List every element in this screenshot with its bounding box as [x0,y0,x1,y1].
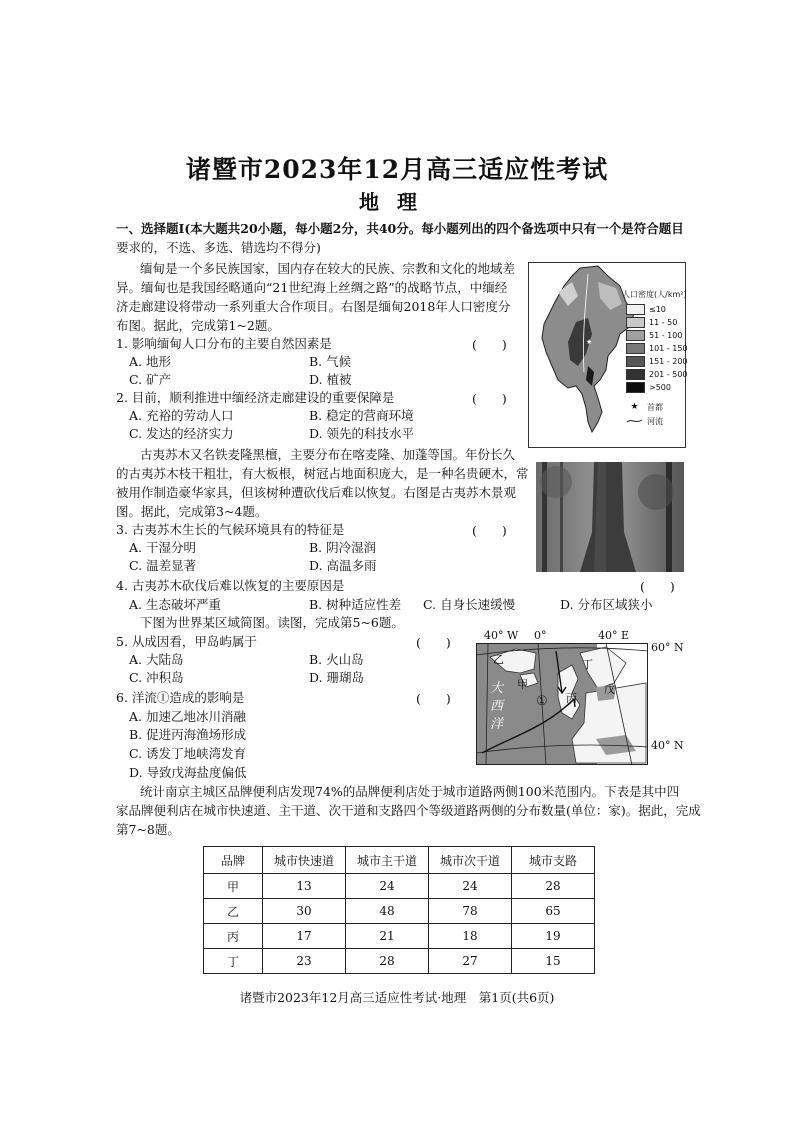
question-1-option-a[interactable]: A. 地形 [129,354,171,369]
table-cell: 21 [346,924,429,949]
question-6-option-b[interactable]: B. 促进丙海渔场形成 [129,727,247,742]
question-6-stem: 6. 洋流①造成的影响是 [116,690,245,705]
legend-item [626,355,688,368]
question-2-option-d[interactable]: D. 领先的科技水平 [309,426,415,441]
passage2-line2: 的古夷苏木枝干粗壮，有大板根，树冠占地面积庞大，是一种名贵硬木，常 [116,466,529,481]
question-6-option-c[interactable]: C. 诱发丁地峡湾发育 [129,746,247,761]
table-cell: 28 [512,874,595,899]
lat-label-60n: 60° N [651,641,684,654]
table-cell: 48 [346,899,429,924]
table-cell: 丙 [204,924,263,949]
table-cell: 65 [512,899,595,924]
table-cell: 78 [429,899,512,924]
table-header-cell: 品牌 [204,847,263,874]
legend-river-label: 河流 [647,416,663,426]
table-row [204,874,595,899]
question-4-option-c[interactable]: C. 自身长速缓慢 [423,597,516,612]
table-header-cell: 城市快速道 [263,847,346,874]
table-cell: 27 [429,949,512,974]
table-row [204,924,595,949]
question-1-stem: 1. 影响缅甸人口分布的主要自然因素是 [116,336,332,351]
table-cell: 24 [346,874,429,899]
question-5-option-a[interactable]: A. 大陆岛 [129,652,184,667]
question-6-option-a[interactable]: A. 加速乙地冰川消融 [129,709,246,724]
table-cell: 甲 [204,874,263,899]
legend-capital-label: 首都 [647,402,663,412]
question-1-answer-paren[interactable]: ( ) [472,337,507,352]
question-2-answer-paren[interactable]: ( ) [472,391,507,406]
question-1-option-d[interactable]: D. 植被 [309,372,352,387]
question-3-answer-paren[interactable]: ( ) [472,523,507,538]
map-label-yi: 乙 [493,653,504,666]
table-row [204,949,595,974]
map-label-ocean-2: 西 [490,699,504,714]
question-4-option-b[interactable]: B. 树种适应性差 [309,597,402,612]
table-cell: 23 [263,949,346,974]
question-1-option-c[interactable]: C. 矿产 [129,372,172,387]
question-5-option-c[interactable]: C. 冲积岛 [129,670,184,685]
question-2-option-b[interactable]: B. 稳定的营商环境 [309,408,414,423]
passage4-line1: 统计南京主城区品牌便利店发现74%的品牌便利店处于城市道路两侧100米范围内。下表是其中四 [140,784,680,799]
map-label-bing: 丙 [566,692,577,705]
question-5-option-b[interactable]: B. 火山岛 [309,652,364,667]
lon-label-40e: 40° E [598,629,630,642]
lon-label-40w: 40° W [484,629,519,642]
legend-item [626,329,688,342]
table-cell: 30 [263,899,346,924]
question-4-stem: 4. 古夷苏木砍伐后难以恢复的主要原因是 [116,578,345,593]
passage4-line3: 第7~8题。 [116,822,180,837]
legend-item [626,381,688,394]
population-legend [626,303,688,428]
passage1-line4: 布图。据此，完成第1~2题。 [116,318,280,333]
tree-landscape-photo [536,462,684,572]
passage2-line1: 古夷苏木又名铁麦隆黑檀，主要分布在喀麦隆、加蓬等国。年份长久 [140,447,516,462]
table-cell: 19 [512,924,595,949]
legend-swatch [626,369,645,380]
question-2-option-a[interactable]: A. 充裕的劳动人口 [129,408,234,423]
map-label-ocean-1: 大 [490,681,504,696]
passage1-line2: 异。缅甸也是我国经略通向“21世纪海上丝绸之路”的战略节点，中缅经 [116,280,508,295]
table-cell: 18 [429,924,512,949]
legend-label: >500 [649,383,671,392]
table-cell: 15 [512,949,595,974]
passage1-line3: 济走廊建设将带动一系列重大合作项目。右图是缅甸2018年人口密度分 [116,299,511,314]
map-label-wu: 戊 [604,683,615,696]
page-title: 诸暨市2023年12月高三适应性考试 [185,155,609,184]
table-cell: 17 [263,924,346,949]
section-heading-line2: 要求的，不选、多选、错选均不得分) [116,240,321,255]
question-3-option-c[interactable]: C. 温差显著 [129,558,197,573]
legend-swatch [626,356,645,367]
legend-label: 201 - 500 [649,370,688,379]
question-2-option-c[interactable]: C. 发达的经济实力 [129,426,234,441]
table-header-cell: 城市支路 [512,847,595,874]
passage3-line: 下图为世界某区域简图。读图，完成第5~6题。 [140,615,404,630]
legend-swatch [626,317,645,328]
star-icon: ★ [630,402,639,412]
table-cell: 13 [263,874,346,899]
legend-label: 151 - 200 [649,357,688,366]
table-cell: 24 [429,874,512,899]
question-3-option-a[interactable]: A. 干湿分明 [129,540,196,555]
question-5-stem: 5. 从成因看，甲岛屿属于 [116,634,257,649]
passage1-line1: 缅甸是一个多民族国家，国内存在较大的民族、宗教和文化的地域差 [140,261,516,276]
map-label-ocean-3: 洋 [490,717,504,732]
map-label-ding: 丁 [582,658,593,671]
question-5-option-d[interactable]: D. 珊瑚岛 [309,670,365,685]
legend-label: 11 - 50 [649,318,678,327]
table-cell: 28 [346,949,429,974]
question-3-stem: 3. 古夷苏木生长的气候环境具有的特征是 [116,522,345,537]
legend-swatch [626,330,645,341]
passage2-line4: 图。据此，完成第3~4题。 [116,504,268,519]
table-header-cell: 城市主干道 [346,847,429,874]
table-cell: 丁 [204,949,263,974]
question-6-answer-paren[interactable]: ( ) [416,691,451,706]
legend-item [626,303,688,316]
map-label-jia: 甲 [517,678,528,691]
population-legend-title: 人口密度(人/km²) [622,290,687,299]
question-4-option-d[interactable]: D. 分布区域狭小 [560,597,653,612]
legend-label: ≤10 [649,305,666,314]
legend-swatch [626,382,645,393]
legend-label: 101 - 150 [649,344,688,353]
legend-item [626,316,688,329]
page-footer: 诸暨市2023年12月高三适应性考试·地理 第1页(共6页) [239,990,555,1005]
lon-label-0: 0° [534,629,547,642]
convenience-store-table [203,846,595,974]
map-label-current-1: ① [536,694,548,709]
table-cell: 乙 [204,899,263,924]
legend-item [626,368,688,381]
lat-label-40n: 40° N [651,739,684,752]
question-6-option-d[interactable]: D. 导致戊海盐度偏低 [129,765,247,780]
legend-item [626,342,688,355]
question-2-stem: 2. 目前，顺利推进中缅经济走廊建设的重要保障是 [116,390,395,405]
section-heading-line1: 一、选择题Ⅰ(本大题共20小题，每小题2分，共40分。每小题列出的四个备选项中只有一个是符合题目 [116,221,684,236]
table-row [204,899,595,924]
question-3-option-d[interactable]: D. 高温多雨 [309,558,377,573]
legend-river [626,414,688,428]
question-4-answer-paren[interactable]: ( ) [640,579,675,594]
svg-text:★: ★ [586,338,593,346]
river-icon [626,417,643,425]
legend-capital [626,400,688,414]
legend-swatch [626,343,645,354]
question-1-option-b[interactable]: B. 气候 [309,354,352,369]
question-3-option-b[interactable]: B. 阴冷湿润 [309,540,377,555]
subject-title: 地理 [359,190,435,214]
legend-swatch [626,304,645,315]
table-header-row [204,847,595,874]
question-4-option-a[interactable]: A. 生态破坏严重 [129,597,221,612]
passage2-line3: 被用作制造豪华家具，但该树种遭砍伐后难以恢复。右图是古夷苏木景观 [116,485,517,500]
question-5-answer-paren[interactable]: ( ) [416,635,451,650]
table-header-cell: 城市次干道 [429,847,512,874]
legend-label: 51 - 100 [649,331,683,340]
passage4-line2: 家品牌便利店在城市快速道、主干道、次干道和支路四个等级道路两侧的分布数量(单位：家)。据此，完成 [116,803,701,818]
